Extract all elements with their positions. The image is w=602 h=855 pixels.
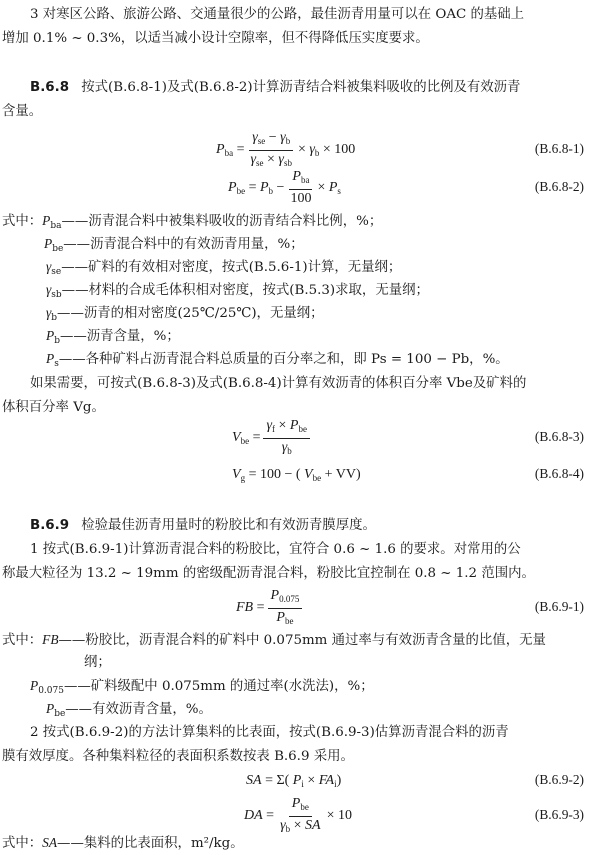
definition-pba: 式中：$P_{ba}——$沥青混合料中被集料吸收的沥青结合料比例，%； bbox=[2, 213, 383, 231]
section-b668-line-2: 含量。 bbox=[2, 104, 43, 119]
equation-b668-4: $V_g = 100$ − ( $V_{be} + VV$) (B.6.8-4) bbox=[232, 466, 584, 483]
equation-b669-3: DA = $\frac{P_{be}}{\gamma_b \times SA}$ × 10 (B.6.9-3) bbox=[244, 795, 584, 834]
intro-line-2: 增加 0.1% ~ 0.3%，以适当减小设计空隙率，但不得降低压实度要求。 bbox=[2, 31, 429, 46]
definition-ps: $P_s——$各种矿料占沥青混合料总质量的百分率之和，即 Ps = 100 − Pb，%。 bbox=[46, 351, 509, 369]
definition-sa: 式中：SA——集料的比表面积，m²/kg。 bbox=[2, 835, 244, 851]
equation-number: (B.6.8-1) bbox=[534, 141, 584, 156]
equation-number: (B.6.9-1) bbox=[534, 599, 584, 614]
section-b668-text: 按式(B.6.8-1)及式(B.6.8-2)计算沥青结合料被集料吸收的比例及有效沥青 bbox=[81, 80, 521, 95]
section-b669-title: 检验最佳沥青用量时的粉胶比和有效沥青膜厚度。 bbox=[81, 518, 376, 533]
equation-number: (B.6.8-3) bbox=[534, 429, 584, 444]
definition-fb-cont: 纲； bbox=[84, 655, 111, 670]
equation-number: (B.6.8-2) bbox=[534, 179, 584, 194]
equation-number: (B.6.8-4) bbox=[534, 466, 584, 481]
section-b668-number: B.6.8 bbox=[30, 80, 70, 95]
definition-gamma-b: $\gamma_b——$沥青的相对密度(25℃/25℃)，无量纲； bbox=[46, 305, 324, 323]
b669-item2-line-2: 膜有效厚度。各种集料粒径的表面积系数按表 B.6.9 采用。 bbox=[2, 749, 354, 764]
equation-b668-3: $V_{be}$ = $\frac{\gamma_f \times P_{be}}{\gamma_b}$ (B.6.8-3) bbox=[232, 417, 584, 456]
section-b669-line bbox=[30, 517, 376, 535]
section-b669-number: B.6.9 bbox=[30, 518, 70, 533]
equation-number: (B.6.9-3) bbox=[534, 807, 584, 822]
equation-b669-2: SA = Σ( $P_i \times FA_i$) (B.6.9-2) bbox=[246, 772, 584, 789]
equation-b668-2: $P_{be} = P_b$ − $\frac{P_{ba}}{100}$ × $P_s$ (B.6.8-2) bbox=[228, 169, 584, 206]
definition-fb: 式中：FB——粉胶比，沥青混合料的矿料中 0.075mm 通过率与有效沥青含量的比值，无量 bbox=[2, 632, 546, 648]
definition-pb: $P_b——$沥青含量，%； bbox=[46, 328, 180, 346]
b669-item1-line-2: 称最大粒径为 13.2 ~ 19mm 的密级配沥青混合料，粉胶比宜控制在 0.8 ~ 1.2 范围内。 bbox=[2, 566, 535, 581]
equation-b669-1: FB = $\frac{P_{0.075}}{P_{be}}$ (B.6.9-1) bbox=[236, 587, 584, 626]
paragraph-volume-line-2: 体积百分率 Vg。 bbox=[2, 400, 105, 415]
intro-line-1: 3 对寒区公路、旅游公路、交通量很少的公路，最佳沥青用量可以在 OAC 的基础上 bbox=[30, 7, 525, 22]
definition-gamma-se: $\gamma_{se}——$矿料的有效相对密度，按式(B.5.6-1)计算，无量纲； bbox=[46, 259, 402, 277]
definition-p0075: $P_{0.075}——$矿料级配中 0.075mm 的通过率(水洗法)，%； bbox=[30, 678, 374, 696]
definition-gamma-sb: $\gamma_{sb}——$材料的合成毛体积相对密度，按式(B.5.3)求取，无量纲； bbox=[46, 282, 429, 300]
paragraph-volume-line-1: 如果需要，可按式(B.6.8-3)及式(B.6.8-4)计算有效沥青的体积百分率 Vbe及矿料的 bbox=[30, 376, 527, 391]
b669-item1-line-1: 1 按式(B.6.9-1)计算沥青混合料的粉胶比，宜符合 0.6 ~ 1.6 的要求。对常用的公 bbox=[30, 542, 521, 557]
definition-pbe: $P_{be}——$沥青混合料中的有效沥青用量，%； bbox=[44, 236, 304, 254]
b669-item2-line-1: 2 按式(B.6.9-2)的方法计算集料的比表面，按式(B.6.9-3)估算沥青混合料的沥青 bbox=[30, 725, 509, 740]
equation-b668-1: $P_{ba}$ = $\frac{\gamma_{se} - \gamma_b}{\gamma_{se} \times \gamma_{sb}}$ × $\gamma_b \times 100$ (B.6.8-1) bbox=[216, 129, 584, 168]
definition-pbe-2: $P_{be}——$有效沥青含量，%。 bbox=[46, 701, 212, 719]
section-b668-line-1 bbox=[30, 79, 520, 97]
equation-number: (B.6.9-2) bbox=[534, 772, 584, 787]
